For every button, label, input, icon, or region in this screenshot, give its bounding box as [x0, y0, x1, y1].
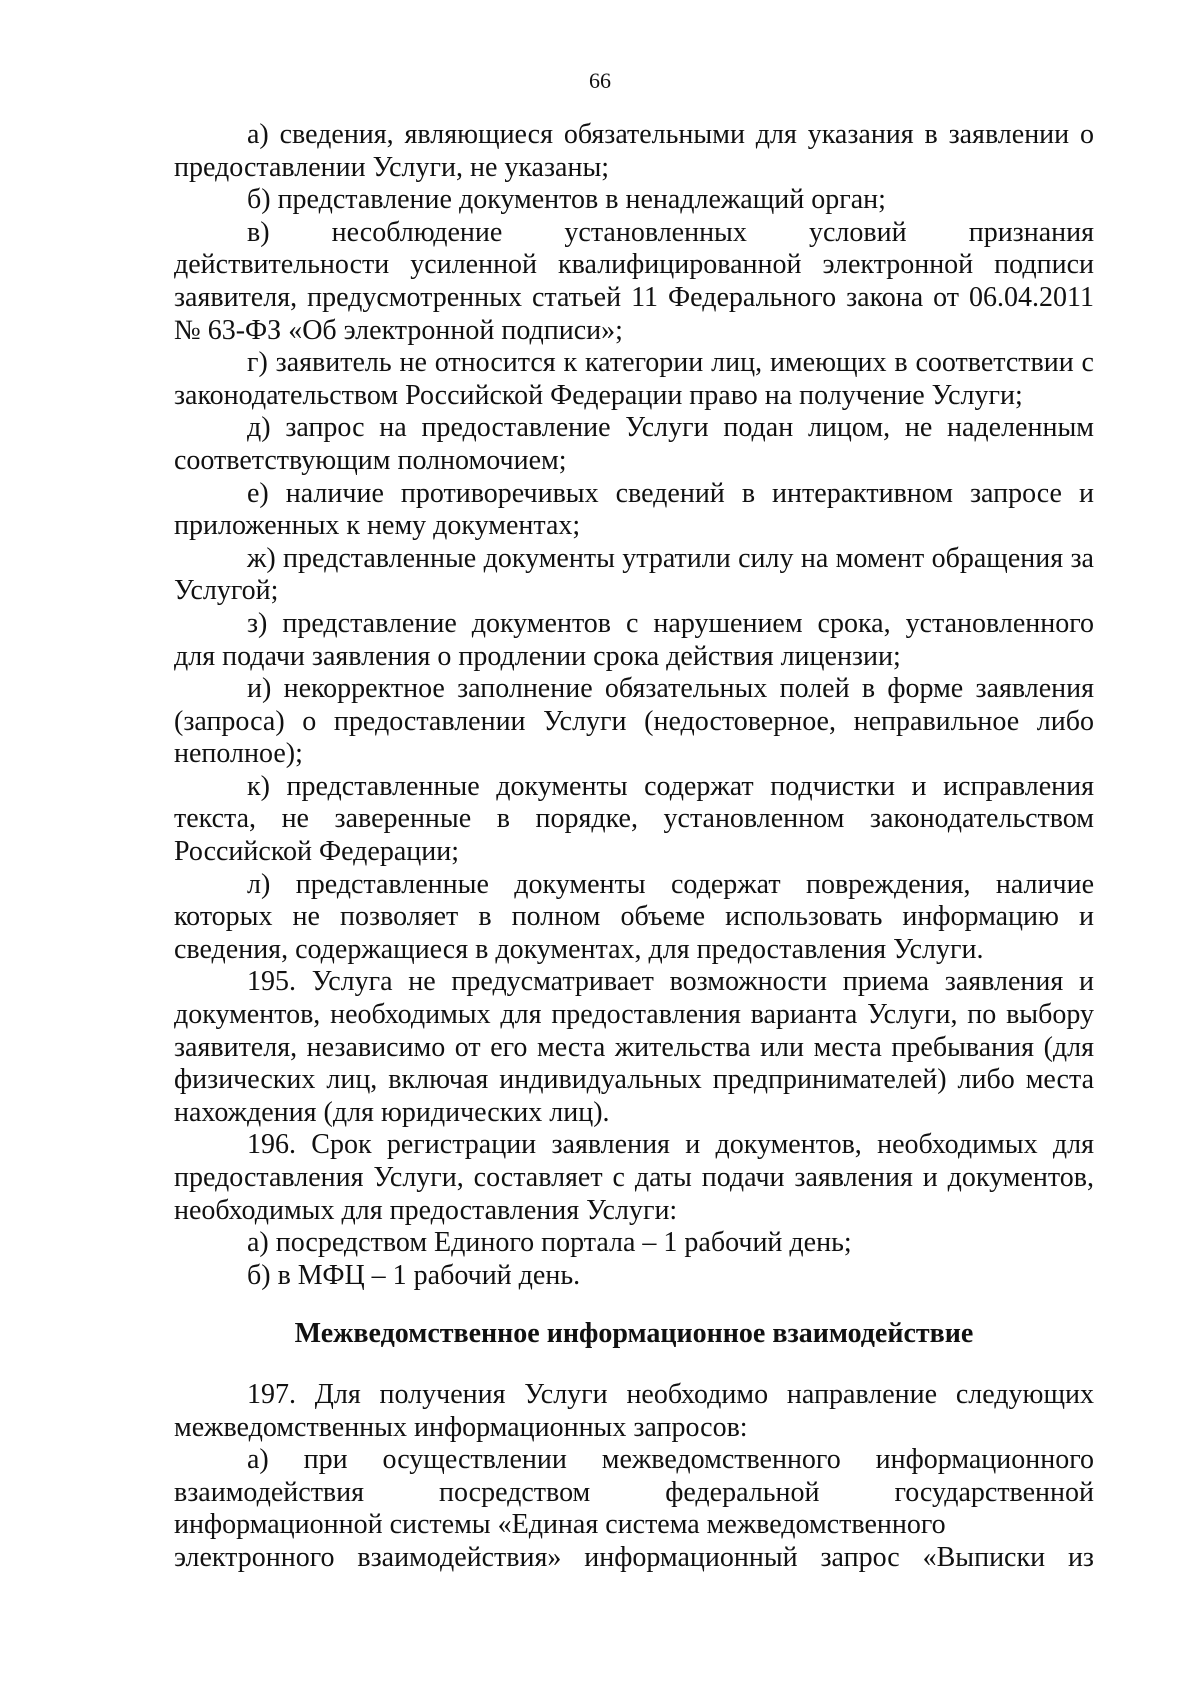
- paragraph: а) посредством Единого портала – 1 рабочий день;: [247, 1227, 852, 1259]
- paragraph: к) представленные документы содержат подчистки и исправления текста, не заверенные в порядке, установленном законодательством Российской Федерации;: [174, 770, 1094, 868]
- paragraph: з) представление документов с нарушением срока, установленного для подачи заявления о продлении срока действия лицензии;: [174, 607, 1094, 672]
- paragraph: д) запрос на предоставление Услуги подан лицом, не наделенным соответствующим полномочием;: [174, 412, 1094, 476]
- paragraph-continuation: электронного взаимодействия» информационный запрос «Выписки из: [174, 1541, 1094, 1573]
- paragraph-197: 197. Для получения Услуги необходимо направление следующих межведомственных информационных запросов:: [174, 1378, 1094, 1443]
- paragraph: е) наличие противоречивых сведений в интерактивном запросе и приложенных к нему документах;: [174, 477, 1094, 542]
- section-heading: Межведомственное информационное взаимодействие: [294, 1318, 974, 1350]
- paragraph-196: 196. Срок регистрации заявления и документов, необходимых для предоставления Услуги, составляет с даты подачи заявления и документов, необходимых для предоставления Услуги:: [174, 1129, 1094, 1226]
- page-number: 66: [589, 68, 611, 93]
- paragraph: б) представление документов в ненадлежащий орган;: [247, 184, 886, 216]
- paragraph: л) представленные документы содержат повреждения, наличие которых не позволяет в полном объеме использовать информацию и сведения, содержащиеся в документах, для предоставления Услуги.: [174, 868, 1094, 965]
- paragraph: а) сведения, являющиеся обязательными для указания в заявлении о предоставлении Услуги, не указаны;: [174, 119, 1094, 183]
- paragraph: в) несоблюдение установленных условий признания действительности усиленной квалифицированной электронной подписи заявителя, предусмотренных статьей 11 Федерального закона от 06.04.2011 № 63-ФЗ «Об электронной подписи»;: [174, 216, 1094, 346]
- paragraph: б) в МФЦ – 1 рабочий день.: [247, 1259, 581, 1291]
- paragraph: а) при осуществлении межведомственного информационного взаимодействия посредством федеральной государственной информационной системы «Единая система межведомственного: [174, 1444, 1094, 1541]
- paragraph: и) некорректное заполнение обязательных полей в форме заявления (запроса) о предоставлении Услуги (недостоверное, неправильное либо неполное);: [174, 673, 1094, 770]
- paragraph-195: 195. Услуга не предусматривает возможности приема заявления и документов, необходимых для предоставления варианта Услуги, по выбору заявителя, независимо от его места жительства или места пребывания (для физических лиц, включая индивидуальных предпринимателей) либо места нахождения (для юридических лиц).: [174, 966, 1094, 1128]
- paragraph: г) заявитель не относится к категории лиц, имеющих в соответствии с законодательством Российской Федерации право на получение Услуги;: [174, 347, 1094, 411]
- paragraph: ж) представленные документы утратили силу на момент обращения за Услугой;: [174, 542, 1094, 607]
- document-body: [174, 119, 1094, 1575]
